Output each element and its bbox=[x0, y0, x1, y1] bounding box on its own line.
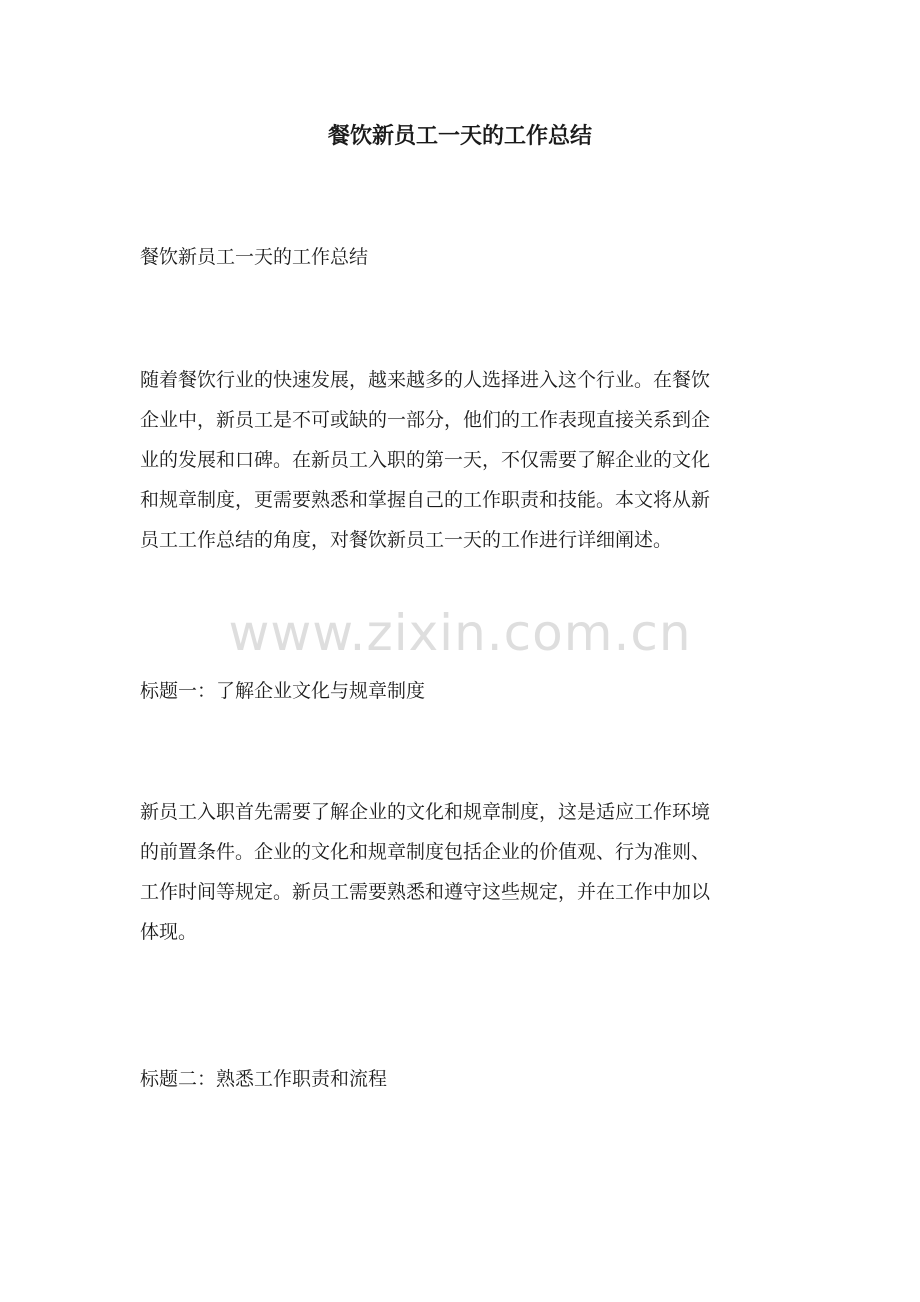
paragraph-line: 业的发展和口碑。在新员工入职的第一天，不仅需要了解企业的文化 bbox=[140, 449, 711, 471]
section-heading-2: 标题二：熟悉工作职责和流程 bbox=[140, 1068, 388, 1090]
paragraph-line: 员工工作总结的角度，对餐饮新员工一天的工作进行详细阐述。 bbox=[140, 529, 673, 551]
section-1-paragraph bbox=[140, 792, 800, 952]
paragraph-line: 和规章制度，更需要熟悉和掌握自己的工作职责和技能。本文将从新 bbox=[140, 489, 711, 511]
paragraph-line: 工作时间等规定。新员工需要熟悉和遵守这些规定，并在工作中加以 bbox=[140, 881, 711, 903]
paragraph-line: 企业中，新员工是不可或缺的一部分，他们的工作表现直接关系到企 bbox=[140, 409, 711, 431]
document-title: 餐饮新员工一天的工作总结 bbox=[327, 123, 592, 149]
paragraph-line: 新员工入职首先需要了解企业的文化和规章制度，这是适应工作环境 bbox=[140, 801, 711, 823]
section-heading-1: 标题一：了解企业文化与规章制度 bbox=[140, 680, 426, 702]
paragraph-line: 随着餐饮行业的快速发展，越来越多的人选择进入这个行业。在餐饮 bbox=[140, 369, 711, 391]
paragraph-line: 的前置条件。企业的文化和规章制度包括企业的价值观、行为准则、 bbox=[140, 841, 711, 863]
document-subtitle: 餐饮新员工一天的工作总结 bbox=[140, 246, 369, 268]
paragraph-line: 体现。 bbox=[140, 921, 198, 943]
watermark: www.zixin.com.cn bbox=[228, 604, 692, 662]
intro-paragraph bbox=[140, 360, 800, 560]
